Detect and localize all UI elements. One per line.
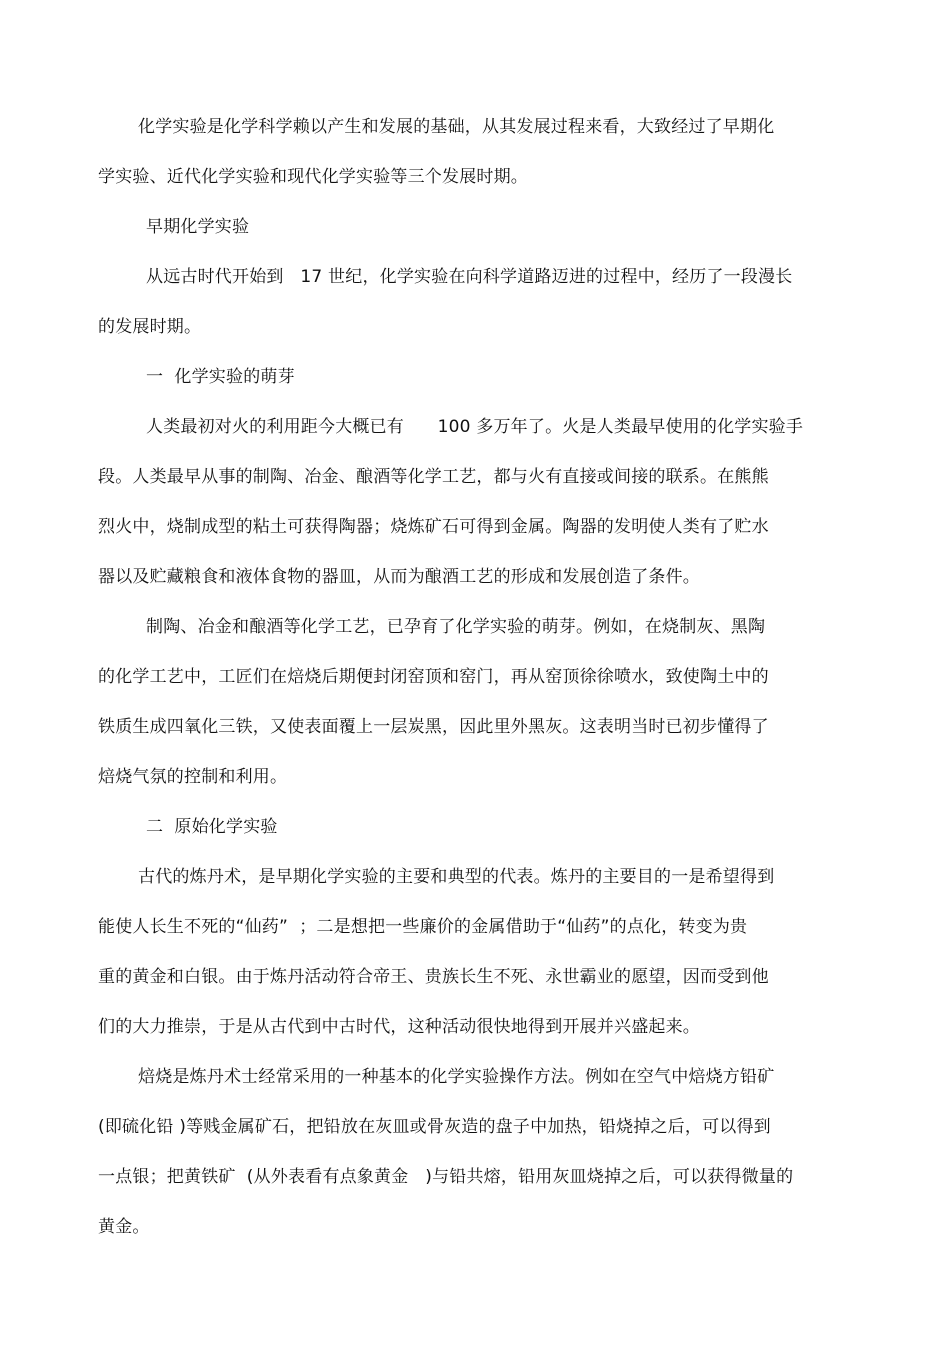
text-line: 铁质生成四氧化三铁，又使表面覆上一层炭黑，因此里外黑灰。这表明当时已初步懂得了 (98, 717, 769, 737)
text-line: 一点银；把黄铁矿 (从外表看有点象黄金 )与铅共熔，铅用灰皿烧掉之后，可以获得微量的 (98, 1167, 794, 1187)
text-line: 的发展时期。 (98, 317, 202, 337)
section-heading: 早期化学实验 (146, 217, 250, 237)
text-line: 从远古时代开始到 17 世纪，化学实验在向科学道路迈进的过程中，经历了一段漫长 (146, 267, 793, 287)
text-line: 的化学工艺中，工匠们在焙烧后期便封闭窑顶和窑门，再从窑顶徐徐喷水，致使陶土中的 (98, 667, 769, 687)
text-line: 焙烧气氛的控制和利用。 (98, 767, 288, 787)
text-line: 能使人长生不死的“仙药” ；二是想把一些廉价的金属借助于“仙药”的点化，转变为贵 (98, 917, 748, 937)
text-line: 人类最初对火的利用距今大概已有 100 多万年了。火是人类最早使用的化学实验手 (146, 417, 804, 437)
text-line: (即硫化铅 )等贱金属矿石，把铅放在灰皿或骨灰造的盘子中加热，铅烧掉之后，可以得到 (98, 1117, 771, 1137)
text-line: 器以及贮藏粮食和液体食物的器皿，从而为酿酒工艺的形成和发展创造了条件。 (98, 567, 700, 587)
text-line: 制陶、冶金和酿酒等化学工艺，已孕育了化学实验的萌芽。例如，在烧制灰、黑陶 (146, 617, 766, 637)
text-line: 化学实验是化学科学赖以产生和发展的基础，从其发展过程来看，大致经过了早期化 (138, 117, 775, 137)
text-line: 烈火中，烧制成型的粘土可获得陶器；烧炼矿石可得到金属。陶器的发明使人类有了贮水 (98, 517, 769, 537)
text-line: 段。人类最早从事的制陶、冶金、酿酒等化学工艺，都与火有直接或间接的联系。在熊熊 (98, 467, 769, 487)
text-line: 重的黄金和白银。由于炼丹活动符合帝王、贵族长生不死、永世霸业的愿望，因而受到他 (98, 967, 769, 987)
text-line: 黄金。 (98, 1217, 150, 1237)
section-heading: 一 化学实验的萌芽 (146, 367, 295, 387)
text-line: 学实验、近代化学实验和现代化学实验等三个发展时期。 (98, 167, 528, 187)
text-line: 们的大力推崇，于是从古代到中古时代，这种活动很快地得到开展并兴盛起来。 (98, 1017, 700, 1037)
section-heading: 二 原始化学实验 (146, 817, 278, 837)
text-line: 古代的炼丹术，是早期化学实验的主要和典型的代表。炼丹的主要目的一是希望得到 (138, 867, 775, 887)
text-line: 焙烧是炼丹术士经常采用的一种基本的化学实验操作方法。例如在空气中焙烧方铅矿 (138, 1067, 775, 1087)
